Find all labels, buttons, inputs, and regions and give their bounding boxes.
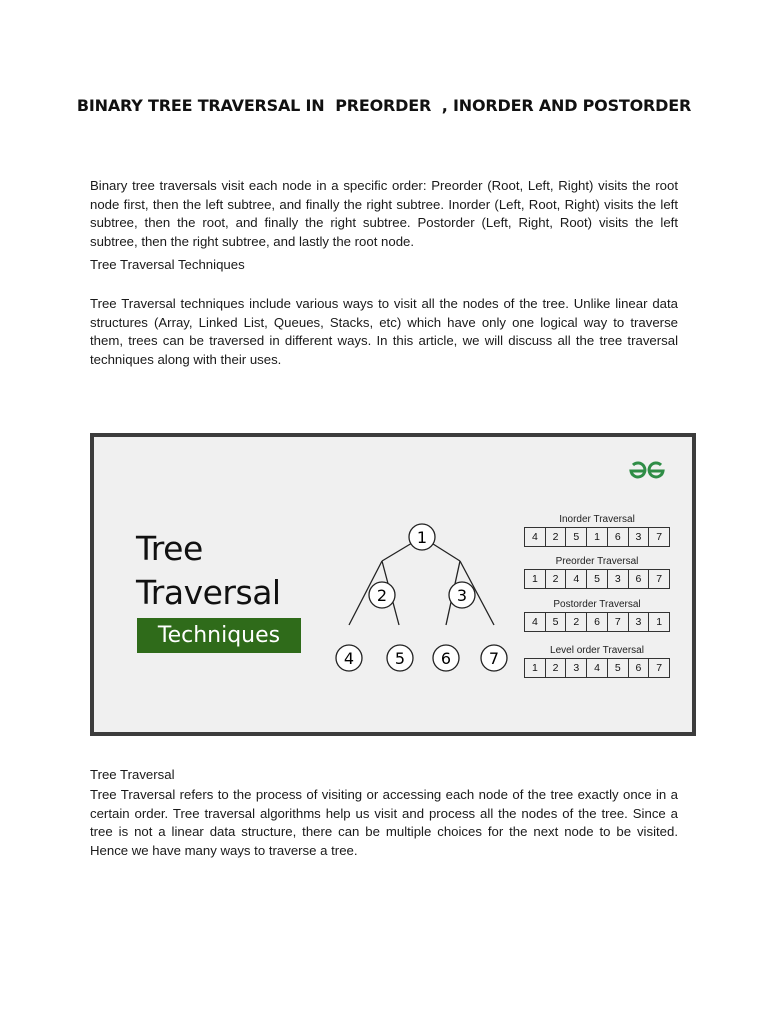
traversal-cell: 1 [525,659,546,677]
level-order-traversal [524,644,670,678]
svg-text:2: 2 [376,586,388,605]
traversal-label: Postorder Traversal [553,599,641,610]
traversal-cell: 6 [587,613,608,631]
traversal-cell: 7 [656,531,663,543]
traversal-cell: 6 [629,659,650,677]
figure-title-line2: Traversal [136,573,281,612]
tree-node-1 [409,524,435,550]
traversal-cell: 5 [587,570,608,588]
svg-text:3: 3 [456,586,468,605]
traversal-cell: 7 [656,573,663,585]
tree-traversal-figure [90,433,696,736]
traversal-cell: 4 [525,613,546,631]
traversal-cell: 5 [566,528,587,546]
preorder-traversal [524,555,670,589]
traversal-cell: 7 [656,662,663,674]
traversal-cells [524,569,670,589]
traversal-cell: 6 [629,570,650,588]
traversal-cell: 3 [566,659,587,677]
traversal-cell: 6 [608,528,629,546]
tree-node-7 [481,645,507,671]
traversal-cell: 2 [566,613,587,631]
techniques-paragraph: Tree Traversal techniques include various ways to visit all the nodes of the tree. Unlike linear data structures (Array, Linked List, Queues, Stacks, etc) which have only one logical way to traverse them, trees can be traversed in different ways. In this article, we will discuss all the tree traversal techniques along with their uses. [90,296,678,368]
svg-text:6: 6 [440,649,452,668]
tree-node-2 [369,582,395,608]
figure-badge: Techniques [137,618,301,653]
traversal-cell: 1 [525,570,546,588]
postorder-traversal [524,598,670,632]
traversal-cell: 4 [587,659,608,677]
traversal-cell: 5 [608,659,629,677]
intro-paragraph: Binary tree traversals visit each node in a specific order: Preorder (Root, Left, Right) visits the root node first, then the left subtree, and finally the right subtree. Inorder (Left, Root, Right) visits the left subtree, then the root, and finally the right subtree. Postorder (Left, Right, Root) visits the left subtree, then the right subtree, and lastly the root node. [90,178,678,250]
traversal-label: Level order Traversal [550,645,644,656]
gfg-logo-icon [627,459,667,483]
traversal-cell: 2 [546,570,567,588]
traversal-cells [524,658,670,678]
tree-node-4 [336,645,362,671]
traversal-cell: 2 [546,659,567,677]
svg-text:5: 5 [394,649,406,668]
traversal-label: Preorder Traversal [555,556,639,567]
binary-tree-diagram [324,517,524,677]
tree-node-6 [433,645,459,671]
svg-text:7: 7 [488,649,500,668]
traversal-cell: 2 [546,528,567,546]
document-title: BINARY TREE TRAVERSAL IN PREORDER , INORDER AND POSTORDER [76,96,692,115]
traversal-cell: 1 [656,616,663,628]
tree-node-3 [449,582,475,608]
traversal-cell: 4 [525,528,546,546]
traversal-paragraph: Tree Traversal refers to the process of visiting or accessing each node of the tree exactly once in a certain order. Tree traversal algorithms help us visit and process all the nodes of the tree. Since a tree is not a linear data structure, there can be multiple choices for the next node to be visited. Hence we have many ways to traverse a tree. [90,787,678,859]
traversal-cells [524,612,670,632]
inorder-traversal [524,513,670,547]
traversal-cell: 3 [629,528,650,546]
traversal-cell: 3 [629,613,650,631]
traversal-label: Inorder Traversal [559,514,635,525]
traversal-cells [524,527,670,547]
tree-node-5 [387,645,413,671]
traversal-heading: Tree Traversal [90,767,175,782]
traversal-cell: 5 [546,613,567,631]
traversal-cell: 3 [608,570,629,588]
techniques-heading: Tree Traversal Techniques [90,257,245,272]
traversal-cell: 7 [608,613,629,631]
traversal-cell: 1 [587,528,608,546]
svg-text:4: 4 [343,649,355,668]
figure-title-line1: Tree [136,529,203,568]
svg-text:1: 1 [416,528,428,547]
traversal-cell: 4 [566,570,587,588]
